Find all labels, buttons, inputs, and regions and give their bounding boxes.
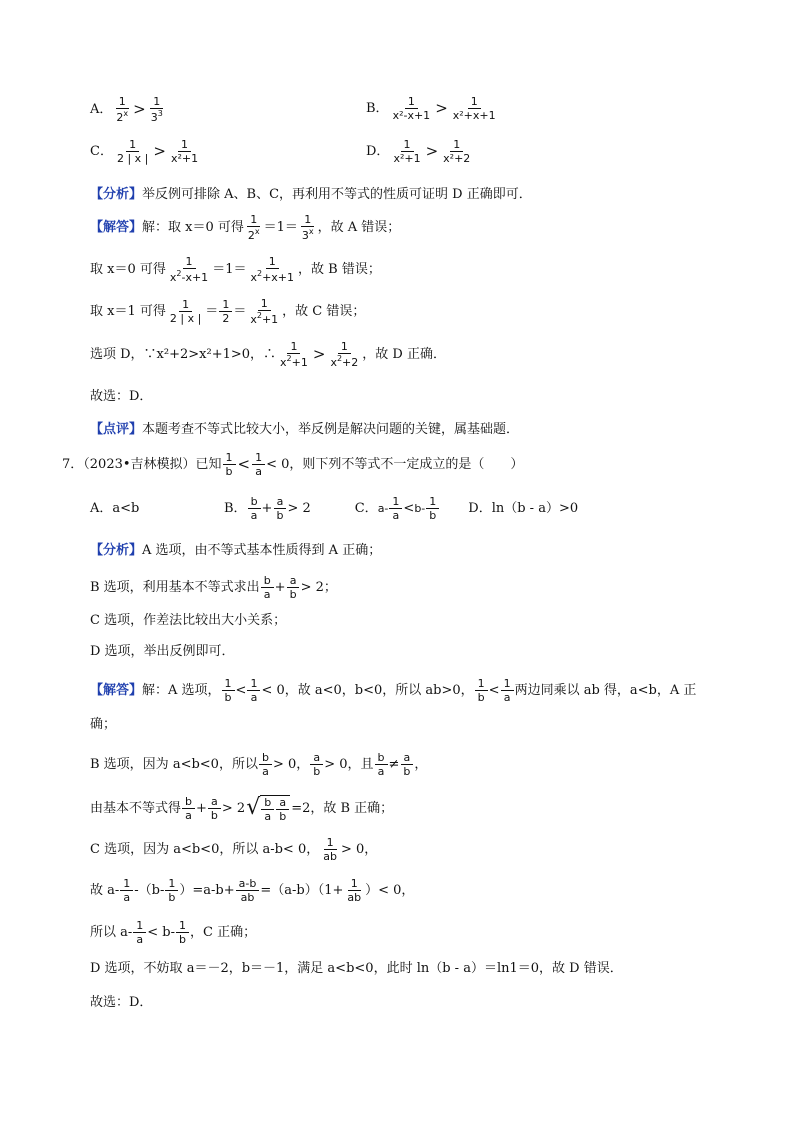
option-c-6: C． $\frac{1}{2 | x |}$ > $\frac{1}{\text{x²+1}}$: [90, 138, 199, 165]
answer-7-line6: 故 a- $\frac{1}{a}$ -（b- $\frac{1}{b}$ ）=a-b+ $\frac{a-b}{ab}$ =（a-b）（1+ $\frac{1}{ab}$ ）< 0，: [90, 877, 415, 904]
answer-7-line4: 由基本不等式得 $\frac{b}{a}$ + $\frac{a}{b}$ > 2 √ $\frac{b}{a}$ $\frac{a}{b}$ =2，故 B 正确；: [90, 795, 394, 823]
analysis-6: 【分析】 举反例可排除 A、B、C，再利用不等式的性质可证明 D 正确即可．: [90, 187, 532, 202]
answer-7-line5: C 选项，因为 a<b<0，所以 a-b< 0， $\frac{1}{ab}$ > 0，: [90, 836, 378, 863]
answer-7-line8: D 选项，不妨取 a＝－2，b＝－1，满足 a<b<0，此时 ln（b - a）＝ln1＝0，故 D 错误．: [90, 961, 623, 976]
analysis-7-line4: D 选项，举出反例即可．: [90, 644, 235, 659]
option-a-6: A． $\frac{1}{2^x}$ > $\frac{1}{3^3}$: [90, 96, 167, 123]
question-7-stem: 7．（2023•吉林模拟）已知 $\frac{1}{b}$ < $\frac{1}{a}$ < 0 ，则下列不等式不一定成立的是（ ）: [62, 451, 524, 478]
option-d-6: D． $\frac{1}{\text{x²+1}}$ > $\frac{1}{\text{x²+2}}$: [366, 138, 471, 165]
sqrt: √ $\frac{b}{a}$ $\frac{a}{b}$: [246, 795, 290, 822]
options-7: A．a<b B． $\frac{b}{a}$ + $\frac{a}{b}$ > 2 C． a- $\frac{1}{a}$ < b- $\frac{1}{b}$ D．ln（b - a）>0: [90, 495, 579, 522]
answer-6-line5: 故选：D．: [90, 389, 153, 404]
comment-6: 【点评】 本题考查不等式比较大小，举反例是解决问题的关键，属基础题．: [90, 422, 520, 437]
answer-6-line4: 选项 D，∵x²+2>x²+1>0，∴ $\frac{1}{x^2+1}$ > $\frac{1}{x^2+2}$ ，故 D 正确．: [90, 340, 446, 369]
analysis-7-line3: C 选项，作差法比较出大小关系；: [90, 613, 287, 628]
answer-6-line3: 取 x＝1 可得 $\frac{1}{2 | x |}$ ＝ $\frac{1}{2}$ ＝ $\frac{1}{x^2+1}$ ，故 C 错误；: [90, 297, 366, 326]
answer-7-line7: 所以 a- $\frac{1}{a}$ < b- $\frac{1}{b}$ ，C 正确；: [90, 919, 257, 946]
fraction: $\frac{1}{3^3}$: [150, 95, 163, 124]
answer-7-line1: 【解答】 解：A 选项， $\frac{1}{b}$ < $\frac{1}{a}$ < 0 ，故 a<0，b<0，所以 ab>0， $\frac{1}{b}$ < $\frac{1}{a}$ 两边同乘以 ab 得，a<b，A 正: [90, 677, 697, 704]
answer-7-line2: 确；: [90, 717, 117, 732]
fraction: $\frac{1}{2^x}$: [116, 95, 129, 124]
answer-6-line2: 取 x＝0 可得 $\frac{1}{x^2-x+1}$ ＝1＝ $\frac{1}{x^2+x+1}$ ，故 B 错误；: [90, 255, 381, 284]
option-b-6: B． $\frac{1}{\text{x²-x+1}}$ > $\frac{1}{\text{x²+x+1}}$: [366, 95, 496, 122]
answer-7-line3: B 选项，因为 a<b<0，所以 $\frac{b}{a}$ > 0， $\frac{a}{b}$ > 0，且 $\frac{b}{a}$ ≠ $\frac{a}{b}$ ，: [90, 751, 428, 778]
analysis-7-line2: B 选项，利用基本不等式求出 $\frac{b}{a}$ + $\frac{a}{b}$ > 2；: [90, 574, 337, 601]
answer-6-line1: 【解答】 解：取 x＝0 可得 $\frac{1}{2^x}$ ＝1＝ $\frac{1}{3^x}$ ，故 A 错误；: [90, 213, 401, 242]
answer-7-line9: 故选：D．: [90, 995, 153, 1010]
analysis-7-line1: 【分析】 A 选项，由不等式基本性质得到 A 正确；: [90, 543, 382, 558]
